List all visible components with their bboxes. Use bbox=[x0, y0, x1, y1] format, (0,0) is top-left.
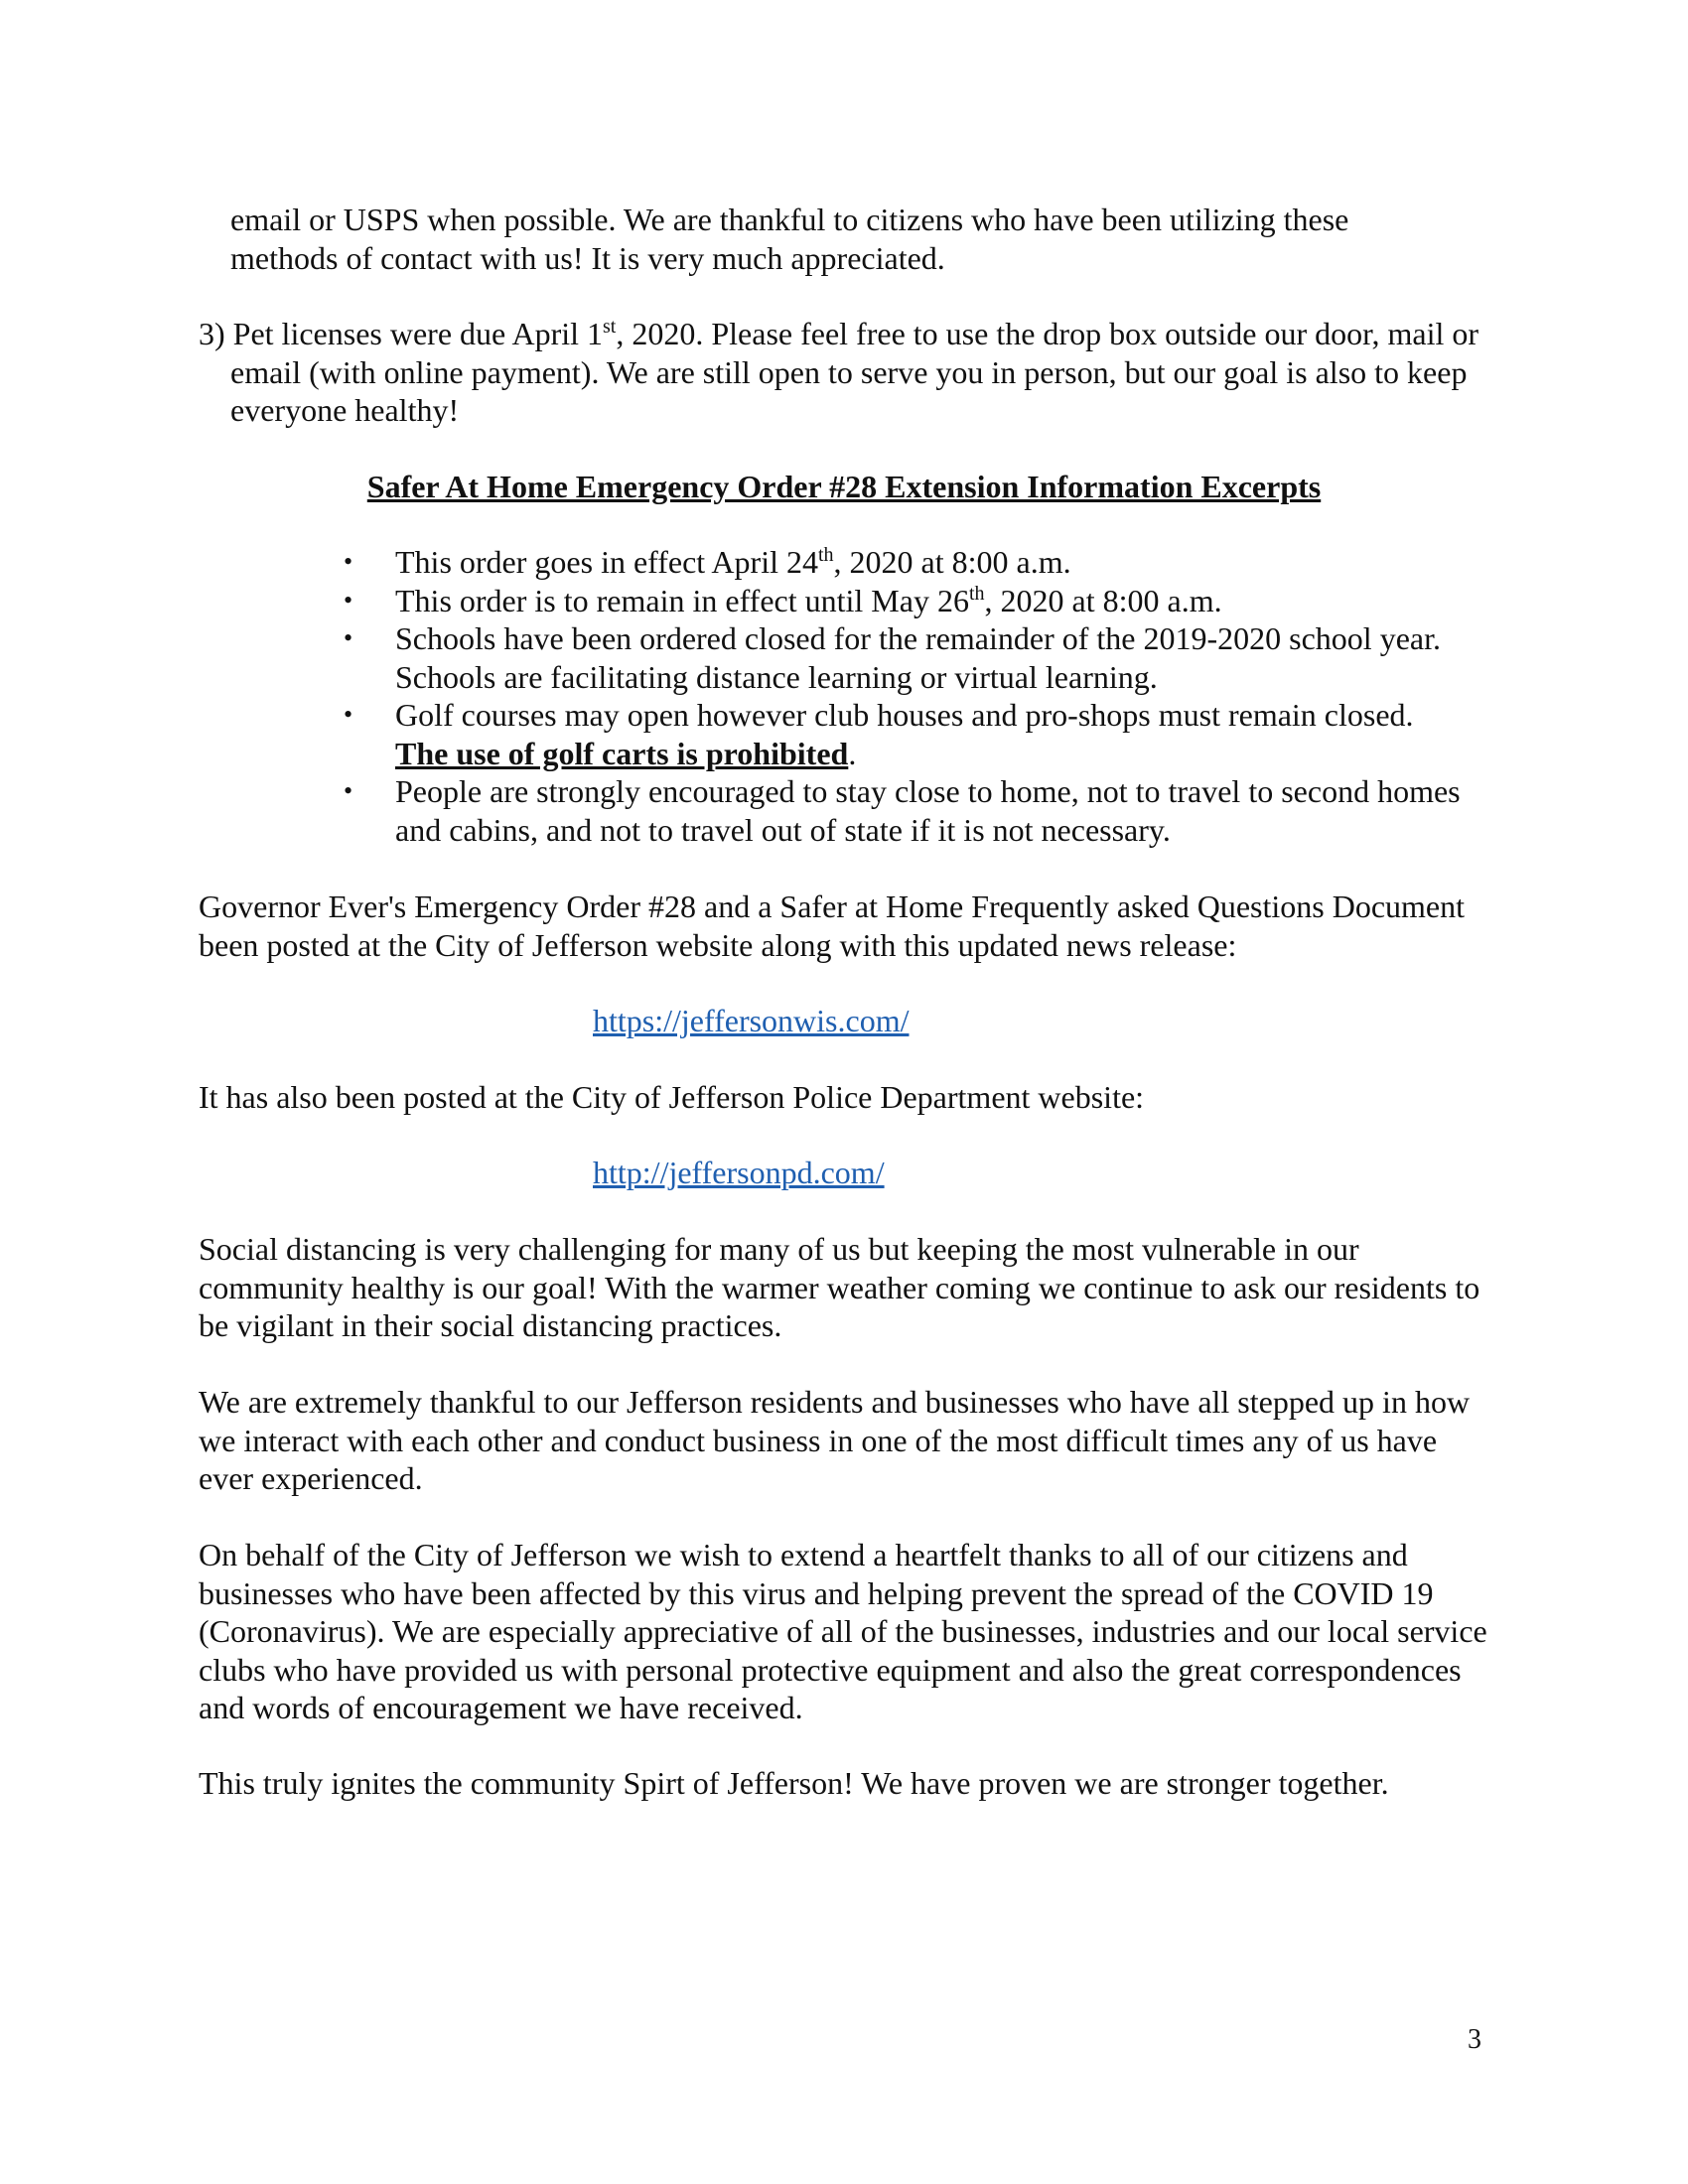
city-website-link[interactable]: https://jeffersonwis.com/ bbox=[593, 1003, 910, 1038]
bullet-1-text-start: This order goes in effect April 24 bbox=[395, 544, 818, 580]
bullet-icon: • bbox=[344, 547, 353, 576]
bullet-2-text-start: This order is to remain in effect until May 26 bbox=[395, 582, 969, 618]
bullet-item-4 bbox=[344, 696, 1495, 772]
bullet-item-3 bbox=[344, 619, 1495, 696]
bullet-icon: • bbox=[344, 623, 353, 652]
page-number: 3 bbox=[1468, 2024, 1481, 2055]
item-3-text-end: , 2020. Please feel free to use the drop box outside our door, mail or email (with online payment). We are still open to serve you in person, but our goal is also to keep everyone healthy! bbox=[230, 316, 1479, 428]
bullet-1-text-end: , 2020 at 8:00 a.m. bbox=[833, 544, 1071, 580]
golf-cart-prohibition: The use of golf carts is prohibited bbox=[395, 735, 849, 771]
bullet-list bbox=[344, 543, 1495, 849]
bullet-4-text: Golf courses may open however club houses and pro-shops must remain closed. bbox=[395, 697, 1414, 733]
item-3-superscript: st bbox=[603, 316, 617, 338]
item-3-paragraph bbox=[199, 315, 1506, 430]
bullet-icon: • bbox=[344, 700, 353, 729]
behalf-paragraph: On behalf of the City of Jefferson we wish to extend a heartfelt thanks to all of our citizens and businesses who have been affected by this virus and helping prevent the spread of the COVID 19 (Coronavirus). We are especially appreciative of all of the businesses, industries and our local service clubs who have provided us with personal protective equipment and also the great correspondences and words of encouragement we have received. bbox=[199, 1537, 1487, 1725]
section-heading: Safer At Home Emergency Order #28 Extension Information Excerpts bbox=[366, 469, 1322, 504]
item-3-text-start: 3) Pet licenses were due April 1 bbox=[199, 316, 603, 351]
bullet-4-tail: . bbox=[848, 735, 857, 771]
bullet-2-text-end: , 2020 at 8:00 a.m. bbox=[984, 582, 1222, 618]
bullet-1-superscript: th bbox=[817, 544, 834, 566]
thanks-paragraph: We are extremely thankful to our Jefferson residents and businesses who have all stepped up in how we interact with each other and conduct business in one of the most difficult times any of us have ever experienced. bbox=[199, 1384, 1471, 1496]
closing-paragraph: This truly ignites the community Spirt of Jefferson! We have proven we are stronger together. bbox=[199, 1765, 1389, 1801]
bullet-item-2 bbox=[344, 582, 1495, 620]
bullet-icon: • bbox=[344, 776, 353, 805]
police-paragraph: It has also been posted at the City of Jefferson Police Department website: bbox=[199, 1079, 1145, 1115]
police-website-link[interactable]: http://jeffersonpd.com/ bbox=[593, 1155, 885, 1190]
governor-paragraph: Governor Ever's Emergency Order #28 and a Safer at Home Frequently asked Questions Document been posted at the City of Jefferson website along with this updated news release: bbox=[199, 888, 1466, 963]
social-distancing-paragraph: Social distancing is very challenging for many of us but keeping the most vulnerable in our community healthy is our goal! With the warmer weather coming we continue to ask our residents to be vigilant in their social distancing practices. bbox=[199, 1231, 1480, 1343]
bullet-3-text: Schools have been ordered closed for the remainder of the 2019-2020 school year. Schools are facilitating distance learning or virtual learning. bbox=[395, 620, 1441, 695]
intro-paragraph bbox=[230, 201, 1491, 277]
bullet-item-1 bbox=[344, 543, 1495, 582]
intro-line-1: email or USPS when possible. We are thankful to citizens who have been utilizing these bbox=[230, 202, 1349, 237]
bullet-2-superscript: th bbox=[968, 582, 985, 605]
bullet-item-5 bbox=[344, 772, 1495, 849]
bullet-5-text: People are strongly encouraged to stay close to home, not to travel to second homes and cabins, and not to travel out of state if it is not necessary. bbox=[395, 773, 1461, 848]
bullet-icon: • bbox=[344, 585, 353, 614]
intro-line-2: methods of contact with us! It is very much appreciated. bbox=[230, 239, 945, 276]
